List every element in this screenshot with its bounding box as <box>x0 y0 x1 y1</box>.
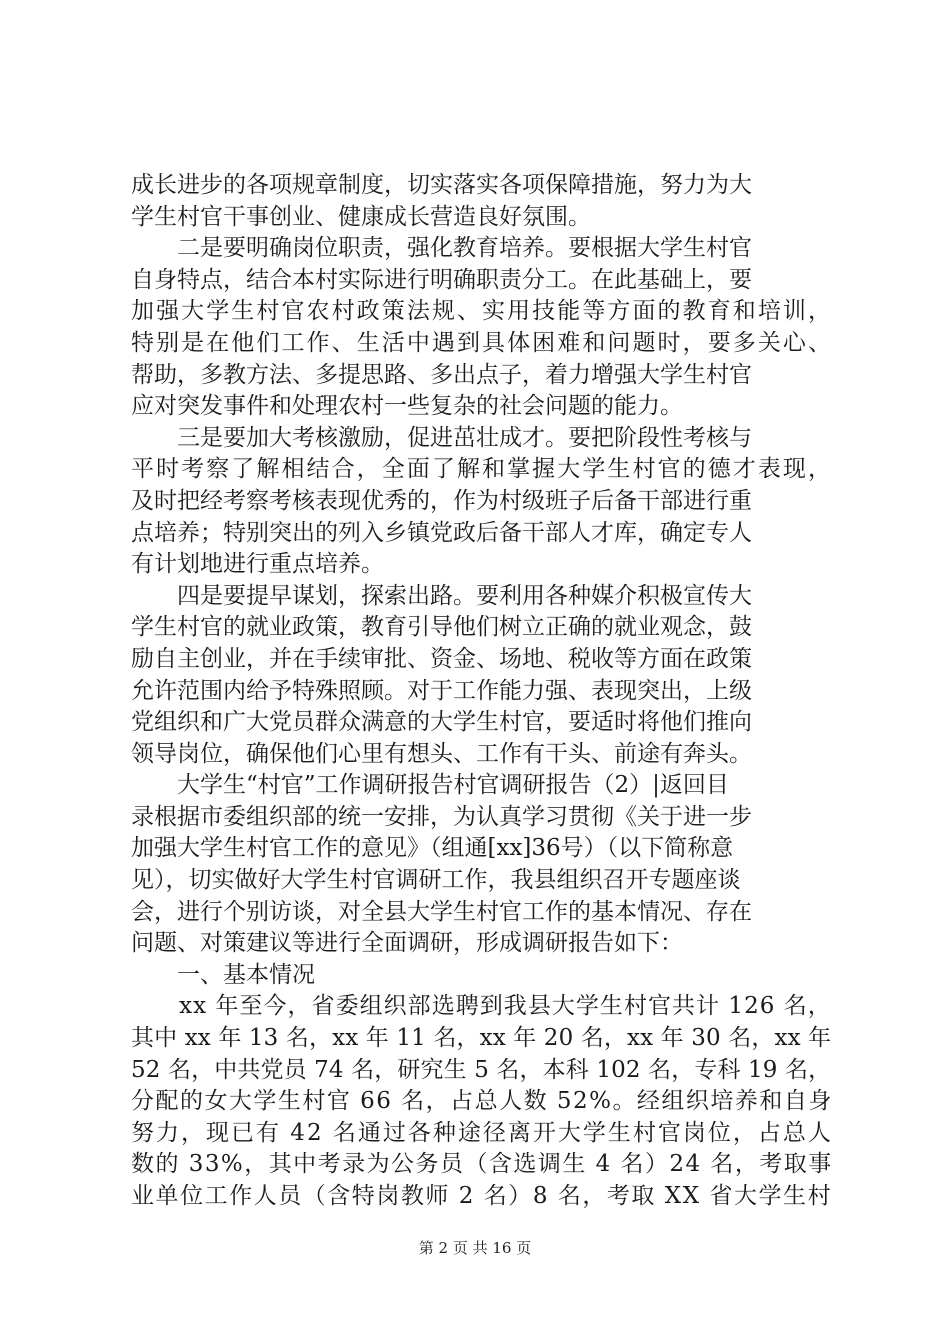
text-line: 领导岗位，确保他们心里有想头、工作有干头、前途有奔头。 <box>131 740 752 767</box>
text-line: 数的 33%，其中考录为公务员（含选调生 4 名）24 名，考取事 <box>131 1151 833 1178</box>
text-line: 励自主创业，并在手续审批、资金、场地、税收等方面在政策 <box>131 645 752 672</box>
text-line: 52 名，中共党员 74 名，研究生 5 名，本科 102 名，专科 19 名， <box>131 1056 832 1083</box>
text-line: 四是要提早谋划，探索出路。要利用各种媒介积极宣传大 <box>131 582 752 609</box>
text-line: xx 年至今，省委组织部选聘到我县大学生村官共计 126 名， <box>131 993 832 1020</box>
text-line: 学生村官干事创业、健康成长营造良好氛围。 <box>131 203 591 230</box>
text-line: 三是要加大考核激励，促进茁壮成才。要把阶段性考核与 <box>131 424 752 451</box>
text-line: 帮助，多教方法、多提思路、多出点子，着力增强大学生村官 <box>131 361 752 388</box>
text-line: 学生村官的就业政策，教育引导他们树立正确的就业观念，鼓 <box>131 614 752 641</box>
text-line: 党组织和广大党员群众满意的大学生村官，要适时将他们推向 <box>131 709 752 736</box>
text-line: 见），切实做好大学生村官调研工作，我县组织召开专题座谈 <box>131 867 741 894</box>
text-line: 应对突发事件和处理农村一些复杂的社会问题的能力。 <box>131 393 683 420</box>
text-line: 问题、对策建议等进行全面调研，形成调研报告如下： <box>131 930 683 957</box>
text-line: 自身特点，结合本村实际进行明确职责分工。在此基础上，要 <box>131 266 752 293</box>
page-footer: 第 2 页 共 16 页 <box>418 1239 532 1257</box>
text-line: 有计划地进行重点培养。 <box>131 551 384 578</box>
text-line: 加强大学生村官工作的意见》（组通[xx]36号）（以下简称意 <box>131 835 734 862</box>
document-body <box>131 170 834 1213</box>
text-line: 大学生“村官”工作调研报告村官调研报告（2）|返回目 <box>131 772 729 799</box>
text-line: 特别是在他们工作、生活中遇到具体困难和问题时，要多关心、 <box>131 329 834 356</box>
text-line: 加强大学生村官农村政策法规、实用技能等方面的教育和培训， <box>131 298 834 325</box>
text-line: 其中 xx 年 13 名，xx 年 11 名，xx 年 20 名，xx 年 30 名，xx 年 <box>131 1025 832 1052</box>
text-line: 及时把经考察考核表现优秀的，作为村级班子后备干部进行重 <box>131 487 752 514</box>
text-line: 成长进步的各项规章制度，切实落实各项保障措施，努力为大 <box>131 172 752 198</box>
text-line: 分配的女大学生村官 66 名，占总人数 52%。经组织培养和自身 <box>131 1088 833 1115</box>
text-line: 平时考察了解相结合，全面了解和掌握大学生村官的德才表现， <box>131 456 834 483</box>
text-line: 业单位工作人员（含特岗教师 2 名）8 名，考取 XX 省大学生村 <box>131 1183 833 1209</box>
text-line: 会，进行个别访谈，对全县大学生村官工作的基本情况、存在 <box>131 898 752 925</box>
text-line: 允许范围内给予特殊照顾。对于工作能力强、表现突出，上级 <box>131 677 752 704</box>
text-line: 二是要明确岗位职责，强化教育培养。要根据大学生村官 <box>131 235 752 262</box>
text-line: 录根据市委组织部的统一安排，为认真学习贯彻《关于进一步 <box>131 803 752 830</box>
text-line: 点培养；特别突出的列入乡镇党政后备干部人才库，确定专人 <box>131 519 752 546</box>
text-line: 努力，现已有 42 名通过各种途径离开大学生村官岗位，占总人 <box>131 1119 833 1146</box>
text-line: 一、基本情况 <box>131 961 315 988</box>
